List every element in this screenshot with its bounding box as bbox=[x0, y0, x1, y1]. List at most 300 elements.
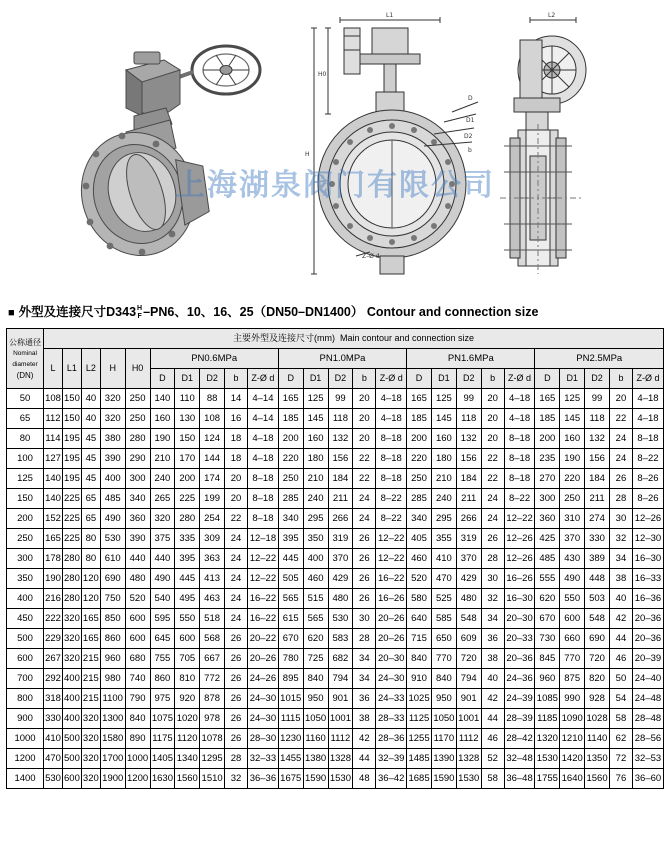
cell-pn25-Zd: 8–26 bbox=[632, 469, 663, 489]
cell-base-H0: 600 bbox=[125, 629, 150, 649]
table-header-row-1 bbox=[7, 329, 664, 349]
cell-pn06-Zd: 4–14 bbox=[248, 409, 279, 429]
cell-pn06-D1: 110 bbox=[175, 389, 200, 409]
cell-pn10-D: 1455 bbox=[278, 749, 303, 769]
cell-pn16-b: 24 bbox=[481, 509, 504, 529]
header-group-pn06: PN0.6MPa bbox=[150, 349, 278, 369]
cell-pn25-D: 235 bbox=[535, 449, 560, 469]
cell-pn16-D1: 1390 bbox=[431, 749, 456, 769]
cell-pn06-b: 20 bbox=[225, 489, 248, 509]
cell-pn25-b: 24 bbox=[609, 429, 632, 449]
cell-pn16-D1: 240 bbox=[431, 489, 456, 509]
cell-pn16-D1: 950 bbox=[431, 689, 456, 709]
cell-pn06-Zd: 4–18 bbox=[248, 429, 279, 449]
cell-pn25-b: 38 bbox=[609, 569, 632, 589]
cell-pn25-Zd: 16–33 bbox=[632, 569, 663, 589]
svg-text:H: H bbox=[305, 151, 310, 158]
cell-pn16-b: 24 bbox=[481, 489, 504, 509]
cell-pn25-D2: 156 bbox=[585, 449, 610, 469]
table-row bbox=[7, 729, 664, 749]
cell-pn10-b: 26 bbox=[353, 549, 376, 569]
header-pn16-Zd: Z-Ø d bbox=[504, 369, 535, 389]
cell-pn10-D2: 1328 bbox=[328, 749, 353, 769]
cell-pn16-D: 1255 bbox=[407, 729, 432, 749]
cell-pn16-b: 22 bbox=[481, 449, 504, 469]
cell-pn06-Zd: 12–22 bbox=[248, 569, 279, 589]
cell-pn25-D1: 1420 bbox=[560, 749, 585, 769]
cell-pn16-D: 640 bbox=[407, 609, 432, 629]
cell-pn06-D1: 1340 bbox=[175, 749, 200, 769]
table-row bbox=[7, 469, 664, 489]
cell-base-H: 690 bbox=[100, 569, 125, 589]
cell-pn16-D: 1125 bbox=[407, 709, 432, 729]
cell-pn10-D1: 840 bbox=[303, 669, 328, 689]
cell-base-L2: 80 bbox=[81, 549, 100, 569]
header-dn-cn: 公称通径 bbox=[9, 337, 42, 347]
cell-base-L1: 600 bbox=[62, 769, 81, 789]
cell-pn06-D: 375 bbox=[150, 529, 175, 549]
cell-pn16-b: 20 bbox=[481, 389, 504, 409]
cell-base-L: 178 bbox=[44, 549, 63, 569]
cell-pn10-b: 26 bbox=[353, 529, 376, 549]
cell-pn10-D1: 145 bbox=[303, 409, 328, 429]
cell-pn10-D1: 210 bbox=[303, 469, 328, 489]
cell-pn06-D2: 108 bbox=[200, 409, 225, 429]
cell-pn06-D1: 130 bbox=[175, 409, 200, 429]
cell-base-H: 1900 bbox=[100, 769, 125, 789]
header-group-pn25: PN2.5MPa bbox=[535, 349, 664, 369]
cell-pn10-Zd: 20–30 bbox=[376, 649, 407, 669]
cell-pn06-b: 26 bbox=[225, 649, 248, 669]
cell-base-L1: 400 bbox=[62, 689, 81, 709]
cell-pn06-Zd: 36–36 bbox=[248, 769, 279, 789]
cell-pn06-b: 16 bbox=[225, 409, 248, 429]
cell-pn25-Zd: 16–30 bbox=[632, 549, 663, 569]
cell-base-H: 320 bbox=[100, 409, 125, 429]
cell-pn25-D: 360 bbox=[535, 509, 560, 529]
cell-base-H: 860 bbox=[100, 629, 125, 649]
cell-base-L: 292 bbox=[44, 669, 63, 689]
cell-base-L2: 215 bbox=[81, 669, 100, 689]
cell-pn25-b: 72 bbox=[609, 749, 632, 769]
cell-base-H0: 480 bbox=[125, 569, 150, 589]
header-pn16-D: D bbox=[407, 369, 432, 389]
cell-pn10-D: 250 bbox=[278, 469, 303, 489]
cell-pn06-D2: 463 bbox=[200, 589, 225, 609]
cell-pn25-D: 300 bbox=[535, 489, 560, 509]
cell-pn10-D2: 266 bbox=[328, 509, 353, 529]
cell-pn25-Zd: 12–26 bbox=[632, 509, 663, 529]
cell-pn10-D2: 156 bbox=[328, 449, 353, 469]
cell-base-L1: 225 bbox=[62, 529, 81, 549]
cell-pn25-D1: 1090 bbox=[560, 709, 585, 729]
cell-pn06-D: 240 bbox=[150, 469, 175, 489]
cell-pn25-D: 960 bbox=[535, 669, 560, 689]
cell-pn06-D: 190 bbox=[150, 429, 175, 449]
cell-pn10-D: 395 bbox=[278, 529, 303, 549]
cell-pn25-D: 1530 bbox=[535, 749, 560, 769]
cell-pn16-D2: 609 bbox=[456, 629, 481, 649]
cell-pn10-D1: 400 bbox=[303, 549, 328, 569]
cell-pn25-Zd: 28–48 bbox=[632, 709, 663, 729]
cell-pn16-D2: 319 bbox=[456, 529, 481, 549]
header-pn06-D: D bbox=[150, 369, 175, 389]
cell-pn06-D1: 705 bbox=[175, 649, 200, 669]
cell-pn10-b: 20 bbox=[353, 429, 376, 449]
cell-pn25-D2: 448 bbox=[585, 569, 610, 589]
cell-dn: 400 bbox=[7, 589, 44, 609]
cell-pn25-D2: 184 bbox=[585, 469, 610, 489]
cell-pn06-D1: 335 bbox=[175, 529, 200, 549]
cell-pn06-Zd: 4–18 bbox=[248, 449, 279, 469]
cell-pn25-b: 20 bbox=[609, 389, 632, 409]
header-dn-abbrev: (DN) bbox=[16, 370, 34, 380]
cell-pn10-Zd: 24–30 bbox=[376, 669, 407, 689]
header-pn25-D: D bbox=[535, 369, 560, 389]
header-pn10-Zd: Z-Ø d bbox=[376, 369, 407, 389]
cell-base-L1: 195 bbox=[62, 429, 81, 449]
cell-pn25-Zd: 4–18 bbox=[632, 389, 663, 409]
cell-pn25-D1: 430 bbox=[560, 549, 585, 569]
cell-pn16-D2: 1530 bbox=[456, 769, 481, 789]
cell-pn16-D1: 1170 bbox=[431, 729, 456, 749]
cell-base-H: 400 bbox=[100, 469, 125, 489]
cell-base-L2: 215 bbox=[81, 649, 100, 669]
cell-pn10-D: 1675 bbox=[278, 769, 303, 789]
cell-pn25-D2: 1560 bbox=[585, 769, 610, 789]
cell-pn10-Zd: 8–22 bbox=[376, 509, 407, 529]
cell-pn06-b: 18 bbox=[225, 449, 248, 469]
header-col-H: H bbox=[100, 349, 125, 389]
cell-pn10-D: 615 bbox=[278, 609, 303, 629]
cell-base-H: 1300 bbox=[100, 709, 125, 729]
cell-pn16-b: 58 bbox=[481, 769, 504, 789]
cell-pn25-D: 485 bbox=[535, 549, 560, 569]
header-pn06-b: b bbox=[225, 369, 248, 389]
cell-pn25-b: 28 bbox=[609, 489, 632, 509]
table-row bbox=[7, 749, 664, 769]
valve-side-section-view bbox=[490, 6, 660, 292]
cell-base-L2: 320 bbox=[81, 769, 100, 789]
cell-pn10-b: 22 bbox=[353, 469, 376, 489]
cell-dn: 65 bbox=[7, 409, 44, 429]
cell-pn06-b: 24 bbox=[225, 549, 248, 569]
cell-pn10-D: 165 bbox=[278, 389, 303, 409]
cell-pn25-Zd: 28–56 bbox=[632, 729, 663, 749]
cell-pn25-D1: 990 bbox=[560, 689, 585, 709]
cell-pn25-b: 34 bbox=[609, 549, 632, 569]
cell-pn06-D1: 225 bbox=[175, 489, 200, 509]
cell-pn16-D2: 1112 bbox=[456, 729, 481, 749]
cell-pn06-D2: 518 bbox=[200, 609, 225, 629]
cell-pn10-D1: 620 bbox=[303, 629, 328, 649]
cell-pn25-D1: 160 bbox=[560, 429, 585, 449]
cell-pn16-D2: 901 bbox=[456, 689, 481, 709]
header-pn25-D1: D1 bbox=[560, 369, 585, 389]
cell-pn06-b: 26 bbox=[225, 709, 248, 729]
cell-base-H0: 300 bbox=[125, 469, 150, 489]
cell-pn06-D2: 1295 bbox=[200, 749, 225, 769]
cell-pn25-Zd: 8–18 bbox=[632, 429, 663, 449]
cell-base-L: 140 bbox=[44, 469, 63, 489]
cell-pn25-b: 42 bbox=[609, 609, 632, 629]
cell-pn10-D: 285 bbox=[278, 489, 303, 509]
cell-pn06-Zd: 8–18 bbox=[248, 469, 279, 489]
cell-pn06-D2: 309 bbox=[200, 529, 225, 549]
cell-pn10-Zd: 20–26 bbox=[376, 629, 407, 649]
cell-pn16-D: 460 bbox=[407, 549, 432, 569]
cell-pn10-D2: 118 bbox=[328, 409, 353, 429]
cell-pn10-D2: 429 bbox=[328, 569, 353, 589]
cell-base-L: 267 bbox=[44, 649, 63, 669]
cell-pn10-D1: 240 bbox=[303, 489, 328, 509]
cell-pn10-Zd: 8–18 bbox=[376, 469, 407, 489]
svg-text:Z–Ø d: Z–Ø d bbox=[362, 253, 380, 260]
cell-pn16-D: 840 bbox=[407, 649, 432, 669]
cell-pn10-b: 42 bbox=[353, 729, 376, 749]
cell-pn10-D1: 1590 bbox=[303, 769, 328, 789]
cell-base-L1: 225 bbox=[62, 509, 81, 529]
cell-pn16-D: 580 bbox=[407, 589, 432, 609]
cell-pn16-D: 405 bbox=[407, 529, 432, 549]
cell-pn25-b: 40 bbox=[609, 589, 632, 609]
cell-pn16-Zd: 8–22 bbox=[504, 489, 535, 509]
cell-pn16-Zd: 4–18 bbox=[504, 409, 535, 429]
cell-base-L: 152 bbox=[44, 509, 63, 529]
cell-pn06-b: 24 bbox=[225, 609, 248, 629]
cell-pn16-D2: 1001 bbox=[456, 709, 481, 729]
cell-pn10-D2: 901 bbox=[328, 689, 353, 709]
cell-pn06-D2: 363 bbox=[200, 549, 225, 569]
cell-pn16-Zd: 12–26 bbox=[504, 529, 535, 549]
cell-pn25-Zd: 32–53 bbox=[632, 749, 663, 769]
cell-pn16-Zd: 28–42 bbox=[504, 729, 535, 749]
cell-pn16-D: 1485 bbox=[407, 749, 432, 769]
cell-base-L2: 40 bbox=[81, 409, 100, 429]
cell-pn10-b: 44 bbox=[353, 749, 376, 769]
cell-dn: 450 bbox=[7, 609, 44, 629]
cell-base-L2: 120 bbox=[81, 589, 100, 609]
cell-pn16-b: 52 bbox=[481, 749, 504, 769]
cell-base-L1: 500 bbox=[62, 729, 81, 749]
cell-pn10-D2: 132 bbox=[328, 429, 353, 449]
cell-pn10-Zd: 16–22 bbox=[376, 569, 407, 589]
cell-pn16-Zd: 12–22 bbox=[504, 509, 535, 529]
cell-pn16-D2: 548 bbox=[456, 609, 481, 629]
cell-pn25-D2: 1140 bbox=[585, 729, 610, 749]
cell-pn06-b: 24 bbox=[225, 589, 248, 609]
cell-pn16-D: 340 bbox=[407, 509, 432, 529]
caption-fraction-top: H bbox=[137, 305, 143, 313]
cell-pn16-b: 32 bbox=[481, 589, 504, 609]
cell-pn25-D: 185 bbox=[535, 409, 560, 429]
cell-pn25-D1: 310 bbox=[560, 509, 585, 529]
cell-dn: 800 bbox=[7, 689, 44, 709]
cell-pn16-b: 44 bbox=[481, 709, 504, 729]
cell-base-H: 1580 bbox=[100, 729, 125, 749]
cell-pn10-Zd: 12–22 bbox=[376, 529, 407, 549]
cell-pn06-D: 265 bbox=[150, 489, 175, 509]
table-row bbox=[7, 629, 664, 649]
svg-text:D1: D1 bbox=[466, 117, 475, 124]
cell-pn06-Zd: 12–18 bbox=[248, 529, 279, 549]
cell-pn06-D2: 413 bbox=[200, 569, 225, 589]
cell-base-L1: 320 bbox=[62, 649, 81, 669]
cell-pn16-D2: 211 bbox=[456, 489, 481, 509]
header-pn16-D1: D1 bbox=[431, 369, 456, 389]
cell-pn25-Zd: 8–22 bbox=[632, 449, 663, 469]
cell-pn10-Zd: 4–18 bbox=[376, 389, 407, 409]
header-pn06-Zd: Z-Ø d bbox=[248, 369, 279, 389]
cell-pn25-D1: 145 bbox=[560, 409, 585, 429]
cell-pn25-D: 1085 bbox=[535, 689, 560, 709]
cell-pn16-D2: 266 bbox=[456, 509, 481, 529]
cell-base-H: 380 bbox=[100, 429, 125, 449]
cell-pn16-Zd: 32–48 bbox=[504, 749, 535, 769]
cell-pn25-D: 620 bbox=[535, 589, 560, 609]
header-main-en: Main contour and connection size bbox=[339, 333, 475, 344]
cell-pn10-b: 36 bbox=[353, 689, 376, 709]
cell-pn10-D: 780 bbox=[278, 649, 303, 669]
cell-base-L1: 400 bbox=[62, 709, 81, 729]
cell-base-H0: 250 bbox=[125, 389, 150, 409]
cell-base-L2: 65 bbox=[81, 509, 100, 529]
cell-pn25-Zd: 20–36 bbox=[632, 609, 663, 629]
cell-pn25-Zd: 8–26 bbox=[632, 489, 663, 509]
cell-pn06-D2: 878 bbox=[200, 689, 225, 709]
cell-pn25-D2: 548 bbox=[585, 609, 610, 629]
header-main-dimensions bbox=[44, 329, 664, 349]
cell-pn25-D2: 1350 bbox=[585, 749, 610, 769]
cell-pn16-D2: 132 bbox=[456, 429, 481, 449]
cell-pn10-D2: 184 bbox=[328, 469, 353, 489]
cell-pn25-b: 58 bbox=[609, 709, 632, 729]
cell-pn06-b: 26 bbox=[225, 729, 248, 749]
cell-pn10-D1: 565 bbox=[303, 609, 328, 629]
cell-pn10-b: 48 bbox=[353, 769, 376, 789]
cell-pn16-D1: 470 bbox=[431, 569, 456, 589]
cell-pn16-D: 285 bbox=[407, 489, 432, 509]
table-row bbox=[7, 569, 664, 589]
cell-base-H0: 840 bbox=[125, 709, 150, 729]
cell-pn16-D2: 480 bbox=[456, 589, 481, 609]
cell-pn10-D2: 1112 bbox=[328, 729, 353, 749]
cell-pn10-D: 445 bbox=[278, 549, 303, 569]
cell-base-L2: 320 bbox=[81, 749, 100, 769]
cell-pn06-D: 755 bbox=[150, 649, 175, 669]
cell-pn16-D1: 125 bbox=[431, 389, 456, 409]
cell-base-L1: 320 bbox=[62, 629, 81, 649]
cell-pn25-D2: 132 bbox=[585, 429, 610, 449]
cell-pn25-D: 1185 bbox=[535, 709, 560, 729]
cell-pn25-b: 62 bbox=[609, 729, 632, 749]
cell-pn10-D1: 180 bbox=[303, 449, 328, 469]
cell-pn10-D1: 460 bbox=[303, 569, 328, 589]
cell-pn10-b: 20 bbox=[353, 409, 376, 429]
header-pn10-D2: D2 bbox=[328, 369, 353, 389]
cell-base-L: 108 bbox=[44, 389, 63, 409]
cell-pn06-D: 140 bbox=[150, 389, 175, 409]
cell-base-H0: 290 bbox=[125, 449, 150, 469]
cell-base-H: 980 bbox=[100, 669, 125, 689]
cell-base-L1: 500 bbox=[62, 749, 81, 769]
cell-pn16-D2: 1328 bbox=[456, 749, 481, 769]
cell-pn10-Zd: 28–33 bbox=[376, 709, 407, 729]
cell-pn10-D: 185 bbox=[278, 409, 303, 429]
cell-base-H: 1100 bbox=[100, 689, 125, 709]
cell-pn16-D1: 410 bbox=[431, 549, 456, 569]
cell-pn25-Zd: 4–18 bbox=[632, 409, 663, 429]
cell-pn16-D1: 770 bbox=[431, 649, 456, 669]
cell-pn16-D1: 650 bbox=[431, 629, 456, 649]
cell-pn16-D2: 370 bbox=[456, 549, 481, 569]
cell-pn06-D: 645 bbox=[150, 629, 175, 649]
cell-pn10-Zd: 20–26 bbox=[376, 609, 407, 629]
cell-pn10-b: 26 bbox=[353, 569, 376, 589]
cell-pn16-D1: 585 bbox=[431, 609, 456, 629]
cell-base-H: 610 bbox=[100, 549, 125, 569]
cell-pn06-D1: 445 bbox=[175, 569, 200, 589]
cell-base-L1: 150 bbox=[62, 409, 81, 429]
table-body bbox=[7, 389, 664, 789]
cell-dn: 1000 bbox=[7, 729, 44, 749]
cell-pn16-b: 38 bbox=[481, 649, 504, 669]
cell-pn06-D2: 978 bbox=[200, 709, 225, 729]
cell-pn10-D1: 950 bbox=[303, 689, 328, 709]
cell-base-L: 114 bbox=[44, 429, 63, 449]
table-row bbox=[7, 669, 664, 689]
cell-base-H0: 1200 bbox=[125, 769, 150, 789]
cell-pn10-D1: 350 bbox=[303, 529, 328, 549]
cell-base-L: 112 bbox=[44, 409, 63, 429]
cell-base-H0: 680 bbox=[125, 649, 150, 669]
cell-pn06-b: 22 bbox=[225, 509, 248, 529]
cell-pn16-Zd: 24–36 bbox=[504, 669, 535, 689]
cell-pn16-Zd: 12–26 bbox=[504, 549, 535, 569]
cell-pn06-Zd: 8–18 bbox=[248, 489, 279, 509]
cell-pn10-Zd: 12–22 bbox=[376, 549, 407, 569]
cell-pn16-D1: 180 bbox=[431, 449, 456, 469]
cell-pn16-Zd: 8–18 bbox=[504, 469, 535, 489]
cell-base-H: 530 bbox=[100, 529, 125, 549]
cell-pn25-D1: 770 bbox=[560, 649, 585, 669]
cell-base-L2: 215 bbox=[81, 689, 100, 709]
cell-pn06-D1: 1560 bbox=[175, 769, 200, 789]
table-row bbox=[7, 449, 664, 469]
cell-pn06-D2: 254 bbox=[200, 509, 225, 529]
cell-pn10-D1: 1050 bbox=[303, 709, 328, 729]
cell-pn25-D: 555 bbox=[535, 569, 560, 589]
section-caption bbox=[8, 302, 670, 320]
cell-pn06-D2: 199 bbox=[200, 489, 225, 509]
cell-pn06-D1: 150 bbox=[175, 429, 200, 449]
table-row bbox=[7, 609, 664, 629]
cell-pn10-D1: 1160 bbox=[303, 729, 328, 749]
cell-pn10-D1: 1380 bbox=[303, 749, 328, 769]
cell-pn10-D1: 125 bbox=[303, 389, 328, 409]
cell-base-L2: 120 bbox=[81, 569, 100, 589]
cell-pn10-D2: 794 bbox=[328, 669, 353, 689]
header-nominal-diameter bbox=[7, 329, 44, 389]
cell-base-H0: 790 bbox=[125, 689, 150, 709]
cell-base-L2: 40 bbox=[81, 389, 100, 409]
cell-pn25-D1: 1640 bbox=[560, 769, 585, 789]
cell-pn25-D: 670 bbox=[535, 609, 560, 629]
cell-pn25-Zd: 24–48 bbox=[632, 689, 663, 709]
cell-pn10-D2: 480 bbox=[328, 589, 353, 609]
cell-pn25-D2: 118 bbox=[585, 409, 610, 429]
cell-pn25-Zd: 20–36 bbox=[632, 629, 663, 649]
